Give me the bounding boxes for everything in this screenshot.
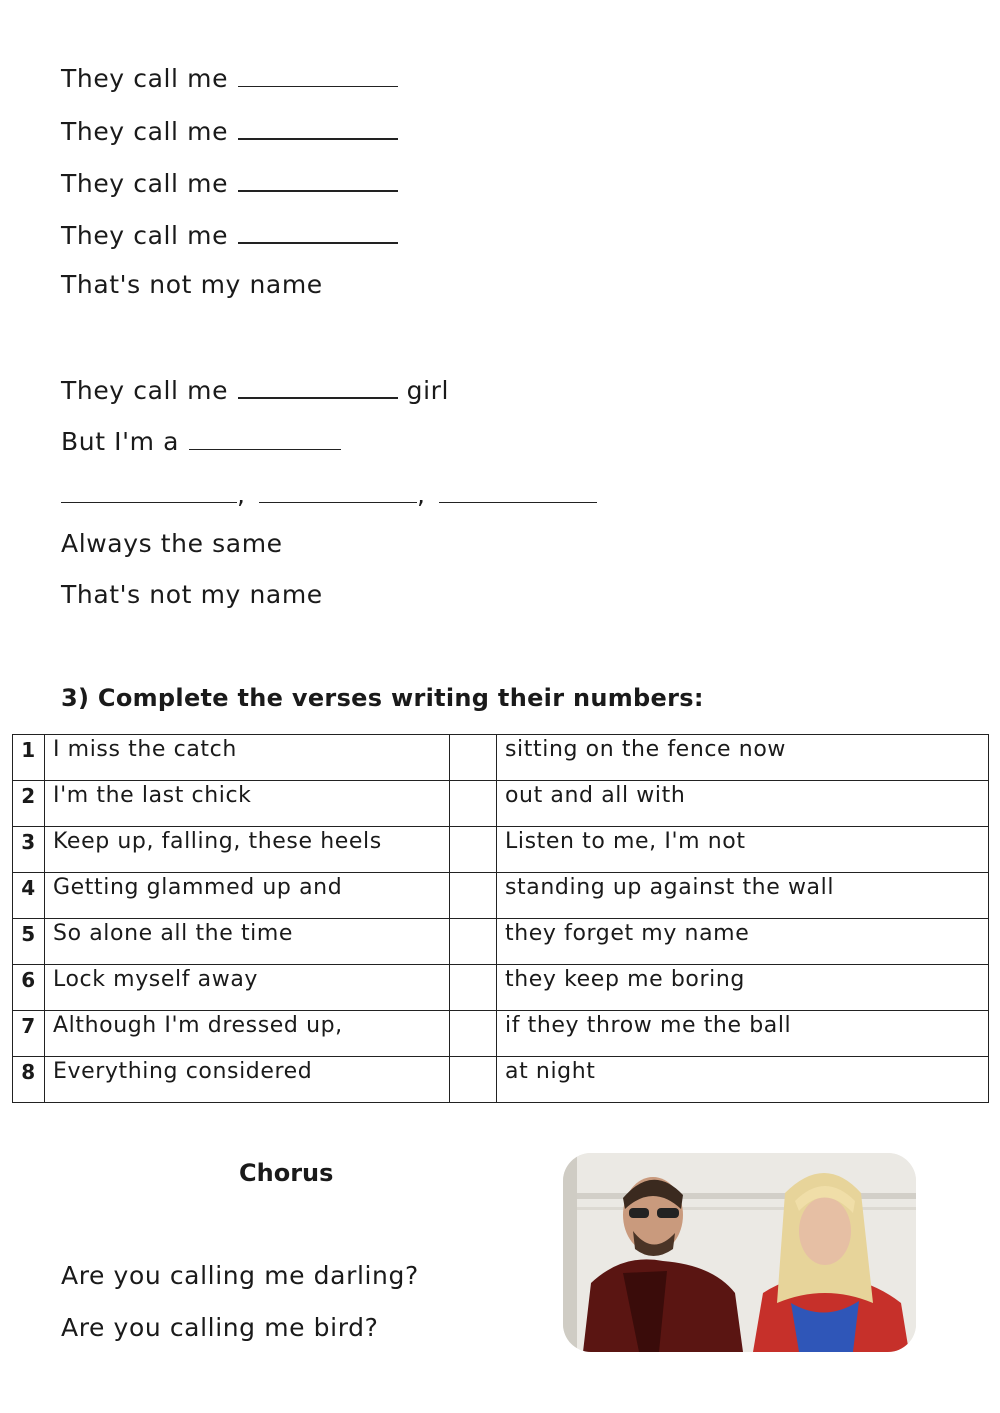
blank-field[interactable] — [439, 478, 597, 503]
verse-end: standing up against the wall — [497, 873, 989, 919]
row-number: 5 — [13, 919, 45, 965]
comma: , — [237, 480, 245, 509]
verse-end: they keep me boring — [497, 965, 989, 1011]
table-row — [13, 735, 989, 781]
answer-number-field[interactable] — [450, 735, 497, 781]
verse-end: Listen to me, I'm not — [497, 827, 989, 873]
verse2-closing: That's not my name — [61, 580, 323, 609]
verse-end: at night — [497, 1057, 989, 1103]
blank-field[interactable] — [259, 478, 417, 503]
table-row — [13, 827, 989, 873]
blank-field[interactable] — [61, 478, 237, 503]
answer-number-field[interactable] — [450, 873, 497, 919]
blank-field[interactable] — [189, 425, 341, 450]
verse2-always: Always the same — [61, 529, 283, 558]
table-row — [13, 873, 989, 919]
row-number: 8 — [13, 1057, 45, 1103]
verse1-line-2 — [61, 114, 398, 147]
verse-start: I miss the catch — [45, 735, 450, 781]
verse-start: So alone all the time — [45, 919, 450, 965]
table-row — [13, 1011, 989, 1057]
row-number: 4 — [13, 873, 45, 919]
verse2-line-suffix: girl — [406, 376, 450, 405]
band-photo-illustration — [563, 1153, 916, 1352]
exercise-heading: 3) Complete the verses writing their numbers: — [61, 684, 704, 712]
row-number: 1 — [13, 735, 45, 781]
blank-field[interactable] — [238, 373, 398, 399]
verse1-line-1 — [61, 62, 398, 94]
table-row — [13, 965, 989, 1011]
verse-end: sitting on the fence now — [497, 735, 989, 781]
verse-start: Although I'm dressed up, — [45, 1011, 450, 1057]
verse1-line-text: They call me — [61, 169, 229, 198]
blank-field[interactable] — [238, 166, 398, 192]
row-number: 2 — [13, 781, 45, 827]
verses-table — [12, 734, 989, 1103]
verse-start: Everything considered — [45, 1057, 450, 1103]
blank-field[interactable] — [238, 62, 398, 87]
row-number: 7 — [13, 1011, 45, 1057]
verse-end: they forget my name — [497, 919, 989, 965]
answer-number-field[interactable] — [450, 1057, 497, 1103]
chorus-line-1: Are you calling me darling? — [61, 1261, 419, 1290]
answer-number-field[interactable] — [450, 1011, 497, 1057]
verse2-line-prefix: But I'm a — [61, 427, 180, 456]
verse1-line-4 — [61, 218, 398, 251]
verse1-line-text: They call me — [61, 221, 229, 250]
verse1-line-text: They call me — [61, 117, 229, 146]
blank-field[interactable] — [238, 114, 398, 140]
verse-start: I'm the last chick — [45, 781, 450, 827]
chorus-title: Chorus — [239, 1159, 334, 1187]
verse1-line-text: They call me — [61, 64, 229, 93]
blank-field[interactable] — [238, 218, 398, 244]
verse-start: Keep up, falling, these heels — [45, 827, 450, 873]
verse-end: out and all with — [497, 781, 989, 827]
chorus-line-2: Are you calling me bird? — [61, 1313, 379, 1342]
band-photo — [563, 1153, 916, 1352]
verse2-line-2 — [61, 425, 341, 457]
verse-start: Getting glammed up and — [45, 873, 450, 919]
verse2-line-prefix: They call me — [61, 376, 229, 405]
verse-end: if they throw me the ball — [497, 1011, 989, 1057]
row-number: 6 — [13, 965, 45, 1011]
verse2-line-1 — [61, 373, 449, 406]
comma: , — [417, 480, 425, 509]
answer-number-field[interactable] — [450, 781, 497, 827]
verse-start: Lock myself away — [45, 965, 450, 1011]
answer-number-field[interactable] — [450, 965, 497, 1011]
verse2-blank-row — [61, 478, 597, 509]
verse1-closing: That's not my name — [61, 270, 323, 299]
verse1-line-3 — [61, 166, 398, 199]
table-row — [13, 919, 989, 965]
row-number: 3 — [13, 827, 45, 873]
answer-number-field[interactable] — [450, 919, 497, 965]
answer-number-field[interactable] — [450, 827, 497, 873]
table-row — [13, 1057, 989, 1103]
table-row — [13, 781, 989, 827]
